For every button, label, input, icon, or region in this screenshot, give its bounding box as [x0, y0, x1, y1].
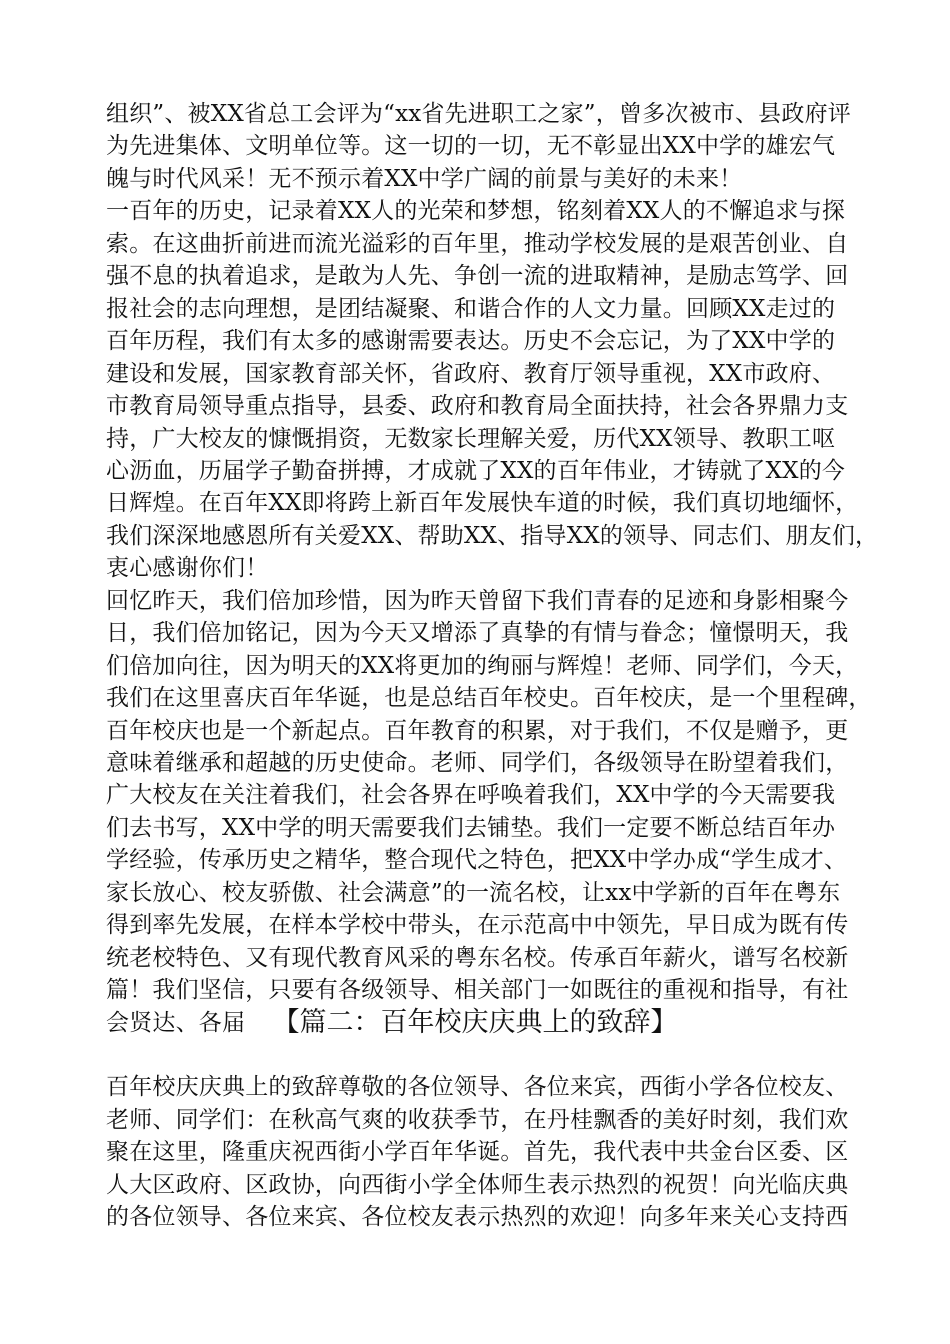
text-line: 日，我们倍加铭记，因为今天又增添了真挚的有情与眷念；憧憬明天，我: [106, 620, 849, 647]
text-line: 人大区政府、区政协，向西街小学全体师生表示热烈的祝贺！向光临庆典: [106, 1171, 849, 1198]
text-line: 学经验，传承历史之精华，整合现代之特色，把XX中学办成“学生成才、: [106, 847, 848, 874]
text-line: 报社会的志向理想，是团结凝聚、和谐合作的人文力量。回顾XX走过的: [106, 295, 836, 322]
text-line: 们倍加向往，因为明天的XX将更加的绚丽与辉煌！老师、同学们，今天，: [106, 652, 859, 679]
text-line: 百年校庆也是一个新起点。百年教育的积累，对于我们，不仅是赠予，更: [106, 717, 849, 744]
text-line: 广大校友在关注着我们，社会各界在呼唤着我们，XX中学的今天需要我: [106, 782, 836, 809]
text-line: 持，广大校友的慷慨捐资，无数家长理解关爱，历代XX领导、教职工呕: [106, 425, 836, 452]
section-heading: 【篇二：百年校庆庆典上的致辞】: [272, 1007, 678, 1038]
text-line: 一百年的历史，记录着XX人的光荣和梦想，铭刻着XX人的不懈追求与探: [106, 198, 846, 225]
text-line: 我们在这里喜庆百年华诞，也是总结百年校史。百年校庆，是一个里程碑，: [106, 685, 872, 712]
text-line: 日辉煌。在百年XX即将跨上新百年发展快车道的时候，我们真切地缅怀，: [106, 490, 859, 517]
text-line: 市教育局领导重点指导，县委、政府和教育局全面扶持，社会各界鼎力支: [106, 393, 849, 420]
text-line: 的各位领导、各位来宾、各位校友表示热烈的欢迎！向多年来关心支持西: [106, 1204, 849, 1230]
text-line: 意味着继承和超越的历史使命。老师、同学们，各级领导在盼望着我们，: [106, 750, 849, 776]
text-line: 百年历程，我们有太多的感谢需要表达。历史不会忘记，为了XX中学的: [106, 328, 836, 355]
text-line: 老师、同学们：在秋高气爽的收获季节，在丹桂飘香的美好时刻，我们欢: [106, 1106, 849, 1133]
text-line: 篇！我们坚信，只要有各级领导、相关部门一如既往的重视和指导，有社: [106, 977, 849, 1004]
text-line: 衷心感谢你们！: [106, 555, 269, 582]
text-line: 会贤达、各届: [106, 1009, 246, 1036]
text-line: 我们深深地感恩所有关爱XX、帮助XX、指导XX的领导、同志们、朋友们，: [106, 522, 879, 549]
text-line: 回忆昨天，我们倍加珍惜，因为昨天曾留下我们青春的足迹和身影相聚今: [106, 587, 849, 614]
text-line: 们去书写，XX中学的明天需要我们去铺垫。我们一定要不断总结百年办: [106, 814, 836, 841]
text-line: 索。在这曲折前进而流光溢彩的百年里，推动学校发展的是艰苦创业、自: [106, 230, 849, 257]
text-line: 统老校特色、又有现代教育风采的粤东名校。传承百年薪火，谱写名校新: [106, 944, 849, 971]
text-line: 为先进集体、文明单位等。这一切的一切，无不彰显出XX中学的雄宏气: [106, 133, 836, 160]
text-line: 得到率先发展，在样本学校中带头，在示范高中中领先，早日成为既有传: [106, 912, 849, 939]
text-line: 魄与时代风采！无不预示着XX中学广阔的前景与美好的未来！: [106, 165, 743, 192]
text-line: 心沥血，历届学子勤奋拼搏，才成就了XX的百年伟业，才铸就了XX的今: [106, 457, 846, 484]
text-line: 建设和发展，国家教育部关怀，省政府、教育厅领导重视，XX市政府、: [106, 360, 836, 387]
text-line: 聚在这里，隆重庆祝西街小学百年华诞。首先，我代表中共金台区委、区: [106, 1139, 849, 1165]
text-line: 强不息的执着追求，是敢为人先、争创一流的进取精神，是励志笃学、回: [106, 263, 849, 290]
text-line: 组织”、被XX省总工会评为“xx省先进职工之家”，曾多次被市、县政府评: [106, 101, 851, 127]
text-line: 家长放心、校友骄傲、社会满意”的一流名校，让xx中学新的百年在粤东: [106, 879, 841, 906]
text-line: 百年校庆庆典上的致辞尊敬的各位领导、各位来宾，西街小学各位校友、: [106, 1074, 849, 1100]
